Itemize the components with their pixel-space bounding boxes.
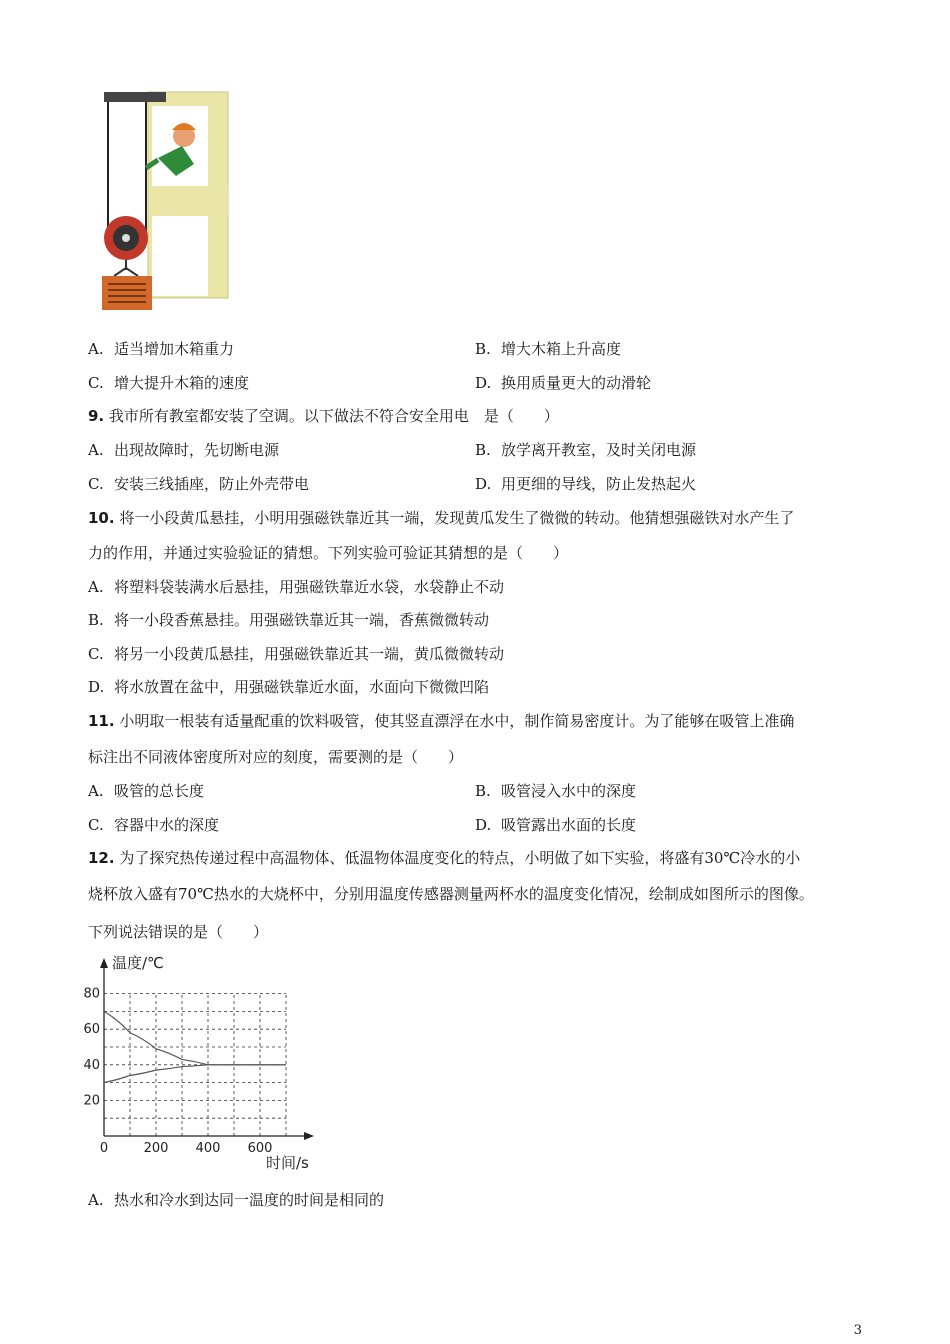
y-axis-label: 温度/℃ (112, 954, 164, 972)
x-axis-arrow (304, 1132, 314, 1140)
y-tick-label: 20 (83, 1093, 100, 1109)
pulley-illustration (96, 88, 236, 318)
q9-option-c: C. 安装三线插座，防止外壳带电 (88, 475, 310, 493)
q8-option-c: C. 增大提升木箱的速度 (88, 374, 250, 392)
q10-option-d: D. 将水放置在盆中，用强磁铁靠近水面，水面向下微微凹陷 (88, 678, 490, 696)
q8-option-a: A. 适当增加木箱重力 (88, 340, 235, 358)
q10-stem-line1: 10. 将一小段黄瓜悬挂，小明用强磁铁靠近其一端，发现黄瓜发生了微微的转动。他猜想强磁铁对水产生了 (88, 509, 795, 527)
temperature-time-chart (78, 950, 338, 1180)
y-tick-label: 60 (83, 1022, 100, 1038)
q10-option-a: A. 将塑料袋装满水后悬挂，用强磁铁靠近水袋，水袋静止不动 (88, 578, 505, 596)
q11-option-b: B. 吸管浸入水中的深度 (475, 782, 637, 800)
q11-option-d: D. 吸管露出水面的长度 (475, 816, 637, 834)
x-tick-label: 0 (99, 1141, 109, 1156)
x-tick-label: 400 (195, 1141, 221, 1156)
y-tick-label: 80 (83, 986, 100, 1002)
q11-option-a: A. 吸管的总长度 (88, 782, 205, 800)
q8-option-b: B. 增大木箱上升高度 (475, 340, 622, 358)
q9-option-a: A. 出现故障时，先切断电源 (88, 441, 280, 459)
y-tick-label: 40 (83, 1057, 100, 1073)
page-number: 3 (853, 1323, 862, 1338)
q10-option-b: B. 将一小段香蕉悬挂。用强磁铁靠近其一端，香蕉微微转动 (88, 611, 490, 629)
q11-stem-line2: 标注出不同液体密度所对应的刻度，需要测的是（ ） (88, 748, 464, 766)
y-axis-arrow (100, 958, 108, 968)
q11-stem-line1: 11. 小明取一根装有适量配重的饮料吸管，使其竖直漂浮在水中，制作简易密度计。为了能够在吸管上准确 (88, 712, 795, 730)
x-tick-label: 600 (247, 1141, 273, 1156)
q12-stem-line1: 12. 为了探究热传递过程中高温物体、低温物体温度变化的特点，小明做了如下实验，将盛有30℃冷水的小 (88, 849, 801, 867)
q8-option-d: D. 换用质量更大的动滑轮 (475, 374, 652, 392)
chart-ticks (83, 987, 272, 1156)
x-tick-label: 200 (143, 1141, 169, 1156)
q9-option-b: B. 放学离开教室，及时关闭电源 (475, 441, 697, 459)
q11-option-c: C. 容器中水的深度 (88, 816, 220, 834)
series-line-1 (104, 1065, 286, 1083)
q12-stem-line2: 烧杯放入盛有70℃热水的大烧杯中，分别用温度传感器测量两杯水的温度变化情况，绘制成如图所示的图像。 (88, 885, 814, 903)
q9-option-d: D. 用更细的导线，防止发热起火 (475, 475, 697, 493)
q12-option-a: A. 热水和冷水到达同一温度的时间是相同的 (88, 1191, 385, 1209)
q10-stem-line2: 力的作用，并通过实验验证的猜想。下列实验可验证其猜想的是（ ） (88, 544, 569, 562)
x-axis-label: 时间/s (266, 1154, 309, 1172)
q12-stem-line3: 下列说法错误的是（ ） (88, 923, 269, 941)
q9-stem: 9. 我市所有教室都安装了空调。以下做法不符合安全用电 是（ ） (88, 407, 559, 425)
series-line-0 (104, 1011, 286, 1064)
q10-option-c: C. 将另一小段黄瓜悬挂，用强磁铁靠近其一端，黄瓜微微转动 (88, 645, 505, 663)
chart-axes (100, 958, 314, 1140)
